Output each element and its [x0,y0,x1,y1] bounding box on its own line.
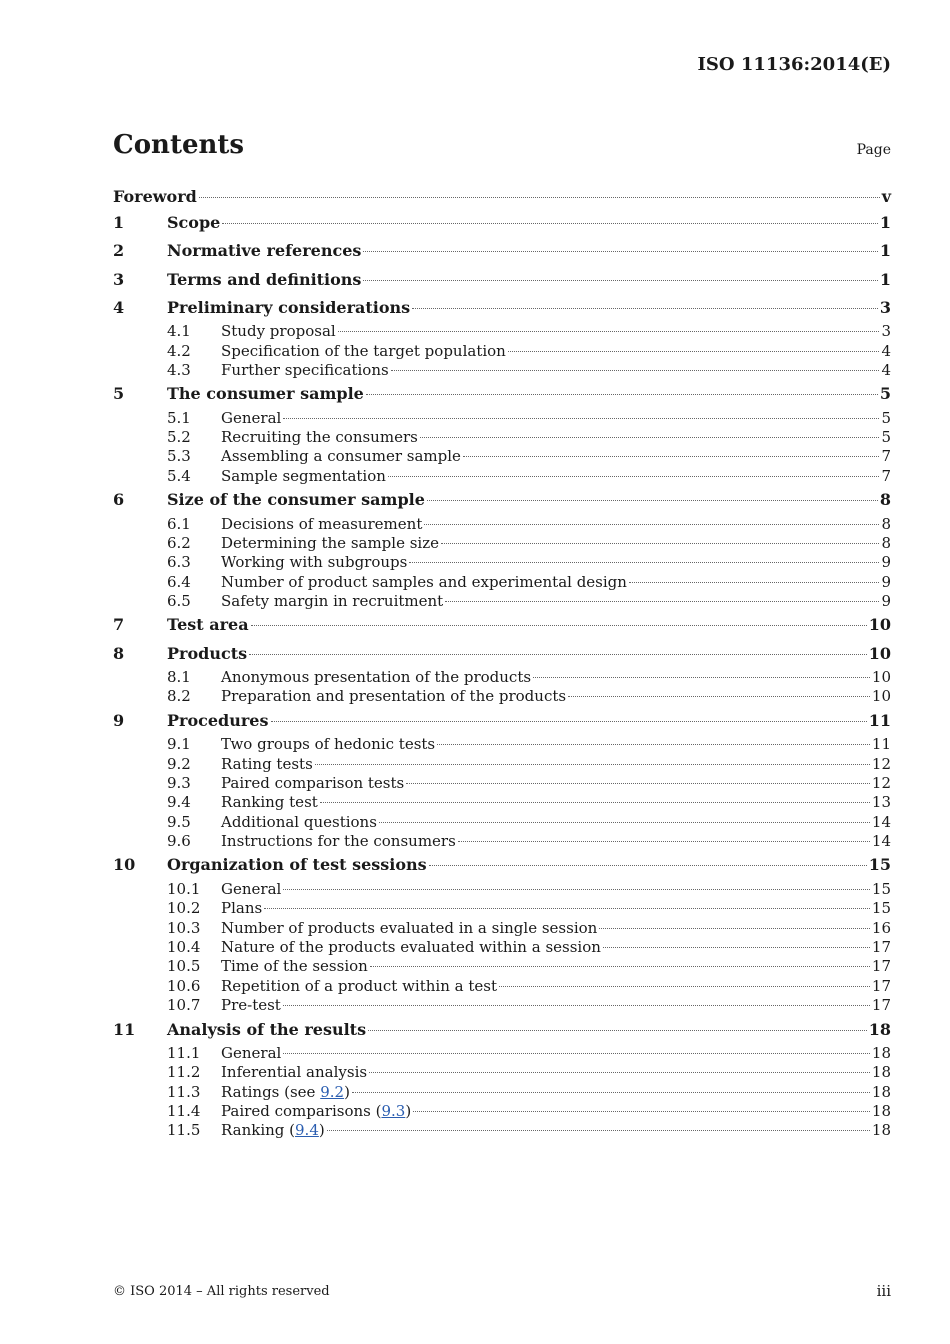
toc-subsection-title [221,880,281,899]
toc-subsection-10-6[interactable] [113,977,891,996]
toc-subsection-number: 4.2 [167,341,191,360]
dot-leader [629,582,880,583]
toc-section-title: Test area [167,615,249,635]
toc-subsection-title-text: Additional questions [221,812,377,831]
toc-subsection-4-2[interactable] [113,342,891,361]
toc-subsection-number: 11.4 [167,1101,201,1120]
toc-subsection-title-text: Time of the session [221,957,368,976]
toc-section-page: 11 [868,710,891,730]
toc-subsection-page: 18 [871,1082,891,1101]
toc-section-page: 18 [868,1019,891,1039]
toc-subsection-10-2[interactable] [113,899,891,918]
toc-entry-title: Foreword [113,187,197,206]
toc-subsection-number: 6.5 [167,592,191,611]
toc-section-page: 5 [879,384,891,404]
toc-subsection-title-text: General [221,1043,282,1062]
toc-section-title: The consumer sample [167,384,364,404]
dot-leader [369,1072,870,1073]
toc-subsection-8-2[interactable] [113,687,891,706]
toc-section-page: 10 [868,643,891,663]
toc-subsection-title [221,793,318,812]
toc-subsection-number: 10.6 [167,976,201,995]
toc-subsection-page: 16 [871,918,891,937]
toc-subsection-page: 17 [871,996,891,1015]
dot-leader [363,280,877,281]
toc-subsection-9-6[interactable] [113,832,891,851]
toc-section-8[interactable] [113,640,891,668]
toc-subsection-number: 9.2 [167,754,191,773]
toc-subsection-11-3[interactable] [113,1083,891,1102]
toc-subsection-page: 11 [871,735,891,754]
dot-leader [568,696,870,697]
dot-leader [508,351,880,352]
toc-section-title: Terms and definitions [167,269,362,289]
toc-subsection-title [221,515,422,534]
toc-subsection-9-1[interactable] [113,735,891,754]
dot-leader [222,223,878,224]
toc-subsection-title-text: Study proposal [221,322,336,341]
toc-section-1[interactable] [113,209,891,237]
toc-subsection-number: 6.3 [167,553,191,572]
toc-subsection-5-3[interactable] [113,447,891,466]
toc-section-title: Analysis of the results [167,1019,367,1039]
toc-subsection-title-text: General [221,879,282,898]
toc-subsection-number: 9.5 [167,812,191,831]
toc-subsection-title-text: Further specifications [221,360,389,379]
toc-subsection-title-text: Instructions for the consumers [221,832,456,851]
toc-subsection-number: 11.3 [167,1082,201,1101]
toc-subsection-number: 5.4 [167,466,191,485]
toc-subsection-5-2[interactable] [113,428,891,447]
toc-subsection-11-1[interactable] [113,1044,891,1063]
toc-section-page: 8 [879,490,891,510]
toc-subsection-title-text: Specification of the target population [221,341,506,360]
dot-leader [320,802,870,803]
toc-section-page: 15 [868,855,891,875]
toc-subsection-9-2[interactable] [113,755,891,774]
dot-leader [363,251,877,252]
dot-leader [249,654,867,655]
toc-subsection-page: 10 [871,687,891,706]
toc-subsection-title-text: Paired comparisons ( [221,1101,382,1120]
toc-subsection-title [221,1121,325,1140]
toc-section-3[interactable] [113,266,891,294]
toc-subsection-title-text: Assembling a consumer sample [221,447,461,466]
cross-reference-link[interactable]: 9.4 [295,1121,319,1140]
toc-subsection-title-text: Anonymous presentation of the products [221,668,532,687]
toc-subsection-number: 10.2 [167,899,201,918]
toc-entry-page: v [881,187,891,206]
dot-leader [599,928,870,929]
dot-leader [458,841,870,842]
toc-section-number: 11 [113,1019,136,1039]
toc-subsection-title [221,1063,367,1082]
toc-subsection-page: 10 [871,668,891,687]
toc-subsection-title [221,938,601,957]
toc-subsection-number: 9.3 [167,773,191,792]
toc-subsection-title-text: Repetition of a product within a test [221,976,497,995]
toc-subsection-4-1[interactable] [113,322,891,341]
toc-section-page: 3 [879,297,891,317]
toc-subsection-page: 4 [881,341,891,360]
toc-subsection-number: 10.4 [167,937,201,956]
dot-leader [409,562,879,563]
toc-subsection-title [221,428,418,447]
toc-subsection-title-text: Safety margin in recruitment [221,592,444,611]
toc-subsection-title [221,409,281,428]
toc-subsection-title-text: Number of product samples and experimental design [221,572,627,591]
dot-leader [533,677,870,678]
toc-section-number: 2 [113,241,125,261]
toc-subsection-title [221,774,404,793]
toc-section-5[interactable] [113,380,891,408]
toc-subsection-4-3[interactable] [113,361,891,380]
cross-reference-link[interactable]: 9.2 [320,1082,345,1101]
dot-leader [366,394,878,395]
toc-subsection-title [221,573,627,592]
dot-leader [424,524,879,525]
dot-leader [406,783,870,784]
toc-subsection-10-3[interactable] [113,919,891,938]
toc-subsection-title-text: Working with subgroups [221,553,408,572]
toc-section-11[interactable] [113,1016,891,1044]
dot-leader [271,721,867,722]
toc-section-number: 10 [113,855,136,875]
toc-section-title: Scope [167,213,221,232]
toc-subsection-9-5[interactable] [113,813,891,832]
table-of-contents [113,185,891,1141]
toc-subsection-page: 5 [881,428,891,447]
toc-subsection-title [221,1044,281,1063]
dot-leader [420,437,880,438]
dot-leader [315,764,870,765]
cross-reference-link[interactable]: 9.3 [381,1101,406,1120]
toc-subsection-number: 11.2 [167,1063,201,1082]
toc-subsection-page: 15 [871,879,891,898]
toc-subsection-page: 14 [871,832,891,851]
toc-subsection-page: 7 [881,466,891,485]
toc-subsection-title [221,687,566,706]
toc-subsection-5-4[interactable] [113,467,891,486]
toc-subsection-page: 17 [871,937,891,956]
toc-subsection-title [221,447,461,466]
toc-subsection-title [221,899,262,918]
toc-subsection-10-5[interactable] [113,957,891,976]
toc-subsection-6-5[interactable] [113,592,891,611]
toc-subsection-title [221,813,377,832]
toc-subsection-title [221,534,439,553]
toc-section-title: Procedures [167,710,269,730]
dot-leader [603,947,870,948]
dot-leader [370,966,870,967]
toc-subsection-title-text: Number of products evaluated in a single session [221,918,598,937]
toc-section-title: Preliminary considerations [167,297,411,317]
toc-section-number: 8 [113,643,125,663]
toc-subsection-title [221,755,313,774]
dot-leader [413,1111,870,1112]
toc-subsection-title [221,1083,350,1102]
dot-leader [199,197,880,198]
toc-subsection-number: 4.1 [167,322,191,341]
toc-subsection-page: 18 [871,1121,891,1140]
toc-subsection-page: 5 [881,408,891,427]
dot-leader [441,543,879,544]
toc-section-number: 5 [113,384,125,404]
toc-section-title: Size of the consumer sample [167,490,425,510]
toc-subsection-page: 9 [881,572,891,591]
toc-subsection-page: 9 [881,592,891,611]
dot-leader [445,601,879,602]
toc-subsection-5-1[interactable] [113,409,891,428]
toc-subsection-6-1[interactable] [113,515,891,534]
dot-leader [338,331,880,332]
toc-entry-foreword[interactable] [113,185,891,209]
toc-subsection-title-text: Ranking ( [221,1121,296,1140]
page-number: iii [876,1282,891,1300]
toc-subsection-title [221,832,456,851]
toc-subsection-title-text: Determining the sample size [221,533,440,552]
toc-subsection-title-text: Pre-test [221,996,281,1015]
toc-subsection-6-4[interactable] [113,573,891,592]
toc-subsection-6-2[interactable] [113,534,891,553]
toc-subsection-title [221,977,497,996]
toc-subsection-number: 6.4 [167,572,191,591]
toc-subsection-page: 3 [881,322,891,341]
dot-leader [379,822,870,823]
toc-subsection-title-text: General [221,408,282,427]
toc-subsection-number: 10.1 [167,879,201,898]
dot-leader [283,418,879,419]
toc-subsection-11-2[interactable] [113,1063,891,1082]
toc-section-number: 3 [113,269,125,289]
copyright-notice: © ISO 2014 – All rights reserved [113,1284,330,1299]
dot-leader [368,1030,867,1031]
toc-subsection-page: 18 [871,1063,891,1082]
dot-leader [412,308,878,309]
toc-subsection-page: 17 [871,976,891,995]
toc-subsection-title-text: Paired comparison tests [221,773,405,792]
toc-subsection-11-5[interactable] [113,1121,891,1140]
toc-section-page: 1 [879,269,891,289]
page-title: Contents [113,130,245,160]
dot-leader [283,1053,870,1054]
toc-subsection-page: 13 [871,793,891,812]
toc-section-4[interactable] [113,294,891,322]
toc-subsection-page: 18 [871,1043,891,1062]
toc-subsection-6-3[interactable] [113,553,891,572]
toc-subsection-number: 6.2 [167,533,191,552]
dot-leader [264,908,870,909]
toc-subsection-title [221,467,386,486]
toc-subsection-title-text: Rating tests [221,754,313,773]
document-id: ISO 11136:2014(E) [697,54,891,75]
toc-subsection-number: 5.2 [167,428,191,447]
toc-subsection-page: 7 [881,447,891,466]
toc-section-title: Organization of test sessions [167,855,427,875]
toc-subsection-number: 10.3 [167,918,201,937]
toc-section-page: 10 [868,615,891,635]
toc-subsection-title-suffix: ) [318,1121,325,1140]
toc-subsection-10-7[interactable] [113,996,891,1015]
toc-section-6[interactable] [113,486,891,514]
toc-subsection-10-1[interactable] [113,880,891,899]
toc-subsection-title [221,996,281,1015]
toc-subsection-title [221,668,531,687]
toc-subsection-title [221,957,368,976]
toc-subsection-title-text: Nature of the products evaluated within a session [221,937,601,956]
toc-subsection-title-text: Sample segmentation [221,466,386,485]
toc-subsection-number: 4.3 [167,360,191,379]
dot-leader [429,865,867,866]
toc-subsection-title-text: Decisions of measurement [221,514,423,533]
toc-subsection-number: 11.5 [167,1121,201,1140]
toc-subsection-number: 11.1 [167,1043,201,1062]
toc-section-number: 1 [113,213,125,232]
toc-section-2[interactable] [113,237,891,265]
toc-subsection-title [221,592,443,611]
toc-subsection-number: 10.7 [167,996,201,1015]
toc-subsection-9-4[interactable] [113,793,891,812]
toc-subsection-page: 9 [881,553,891,572]
toc-section-9[interactable] [113,707,891,735]
toc-subsection-8-1[interactable] [113,668,891,687]
toc-subsection-title [221,1102,411,1121]
toc-subsection-number: 9.6 [167,832,191,851]
toc-section-page: 1 [879,213,891,232]
toc-subsection-page: 4 [881,360,891,379]
toc-section-number: 9 [113,710,125,730]
dot-leader [463,456,880,457]
toc-subsection-page: 15 [871,899,891,918]
toc-section-number: 7 [113,615,125,635]
toc-subsection-number: 5.1 [167,408,191,427]
toc-section-10[interactable] [113,851,891,879]
toc-subsection-title-text: Recruiting the consumers [221,428,418,447]
dot-leader [391,370,880,371]
toc-subsection-number: 8.2 [167,687,191,706]
toc-subsection-title-suffix: ) [344,1082,350,1101]
toc-subsection-title [221,342,506,361]
toc-section-7[interactable] [113,611,891,639]
dot-leader [499,986,870,987]
toc-subsection-title-text: Ratings (see [221,1082,321,1101]
toc-section-title: Normative references [167,241,362,261]
toc-subsection-9-3[interactable] [113,774,891,793]
toc-subsection-title [221,553,407,572]
dot-leader [352,1092,870,1093]
toc-subsection-number: 6.1 [167,514,191,533]
toc-subsection-title-text: Preparation and presentation of the products [221,687,567,706]
toc-section-number: 6 [113,490,125,510]
toc-subsection-10-4[interactable] [113,938,891,957]
dot-leader [251,625,867,626]
toc-subsection-number: 5.3 [167,447,191,466]
toc-subsection-page: 14 [871,812,891,831]
toc-subsection-title-suffix: ) [405,1101,412,1120]
dot-leader [327,1130,870,1131]
dot-leader [437,744,870,745]
toc-subsection-title-text: Plans [221,899,263,918]
dot-leader [283,889,870,890]
toc-subsection-number: 8.1 [167,668,191,687]
toc-subsection-11-4[interactable] [113,1102,891,1121]
toc-subsection-number: 9.1 [167,735,191,754]
toc-subsection-title-text: Two groups of hedonic tests [221,735,436,754]
toc-subsection-title [221,919,597,938]
toc-section-page: 1 [879,241,891,261]
dot-leader [427,500,878,501]
toc-subsection-number: 10.5 [167,957,201,976]
dot-leader [283,1005,870,1006]
toc-subsection-page: 18 [871,1101,891,1120]
toc-subsection-title [221,322,336,341]
toc-section-number: 4 [113,297,125,317]
toc-subsection-page: 12 [871,773,891,792]
toc-section-title: Products [167,643,248,663]
toc-subsection-page: 12 [871,754,891,773]
toc-subsection-title-text: Ranking test [221,793,318,812]
toc-subsection-page: 8 [881,514,891,533]
toc-subsection-title-text: Inferential analysis [221,1063,368,1082]
dot-leader [388,476,880,477]
toc-subsection-page: 8 [881,533,891,552]
toc-subsection-number: 9.4 [167,793,191,812]
toc-subsection-page: 17 [871,957,891,976]
toc-subsection-title [221,735,435,754]
toc-subsection-title [221,361,389,380]
page-column-label: Page [856,142,891,158]
